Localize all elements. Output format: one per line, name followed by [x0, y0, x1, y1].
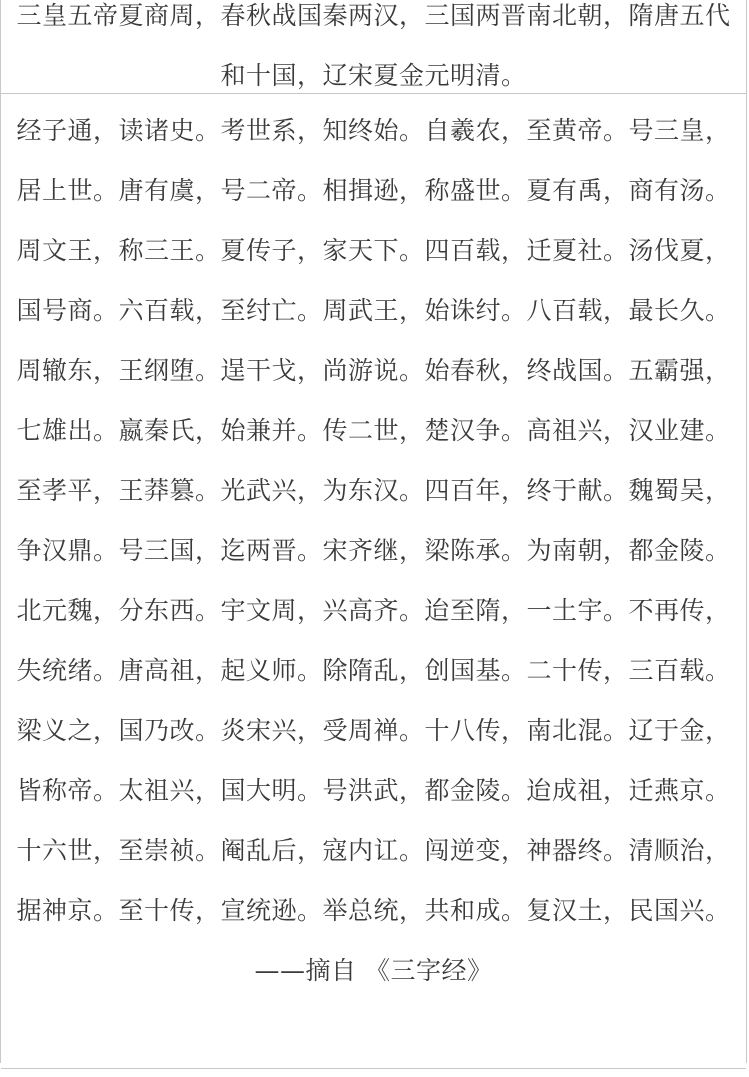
three-character-classic-cell	[1, 94, 746, 1069]
dynasty-summary-text: 三皇五帝夏商周，春秋战国秦两汉，三国两晋南北朝，隋唐五代和十国，辽宋夏金元明清。	[16, 1, 731, 90]
three-character-classic-text: 经子通，读诸史。考世系，知终始。自羲农，至黄帝。号三皇，居上世。唐有虞，号二帝。相揖逊，称盛世。夏有禹，商有汤。周文王，称三王。夏传子，家天下。四百载，迁夏社。汤伐夏，国号商。六百载，至纣亡。周武王，始诛纣。八百载，最长久。周辙东，王纲堕。逞干戈，尚游说。始春秋，终战国。五霸强，七雄出。嬴秦氏，始兼并。传二世，楚汉争。高祖兴，汉业建。至孝平，王莽篡。光武兴，为东汉。四百年，终于献。魏蜀吴，争汉鼎。号三国，迄两晋。宋齐继，梁陈承。为南朝，都金陵。北元魏，分东西。宇文周，兴高齐。迨至隋，一土宇。不再传，失统绪。唐高祖，起义师。除隋乱，创国基。二十传，三百载。梁义之，国乃改。炎宋兴，受周禅。十八传，南北混。辽于金，皆称帝。太祖兴，国大明。号洪武，都金陵。迨成祖，迁燕京。十六世，至崇祯。阉乱后，寇内讧。闯逆变，神器终。清顺治，据神京。至十传，宣统逊。举总统，共和成。复汉土，民国兴。——摘自 《三字经》	[16, 116, 731, 985]
dynasty-summary-cell	[1, 0, 746, 94]
